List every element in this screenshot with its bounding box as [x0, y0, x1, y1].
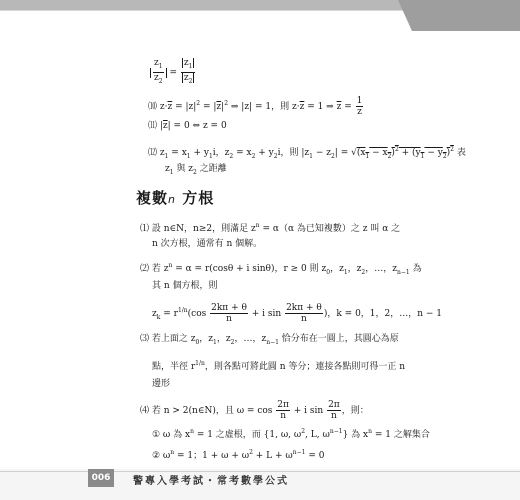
- formula-11: ⑾ $|\overline{z}| = 0$ ⇔ z = 0: [148, 121, 227, 131]
- formula-10: ⑽ $z\cdot\overline{z} = |z|^2 = |\overline{z}|^2$ ⇒ |z| = 1，則 $z\cdot\overline{z} = 1$ ⇒ $\overline{z}$ = $\frac{1}{z}$: [148, 96, 363, 117]
- para-4a: ⑷ 若 n > 2(n∈N)，且 ω = cos $\frac{2\pi}{n}$ + i sin $\frac{2\pi}{n}$ ，則：: [140, 400, 369, 421]
- formula-12: ⑿ $z_1 = x_1 + y_1i$，$z_2 = x_2 + y_2i$，則 $|z_1 - z_2| = √(x_1 - x_2)^2 + (y_1 - y_2)^2$ 表: [148, 146, 466, 160]
- para-4c: ② $\omega^n = 1$；$1 + \omega + \omega^2 + L + \omega^{n-1} = 0$: [152, 449, 325, 461]
- para-2a: ⑵ 若 $z^n = \alpha = r(\cos\theta + i$ sinθ)，r ≥ 0 則 $z_0$，$z_1$，$z_2$，…，$z_{n-1}$ 為: [140, 262, 422, 276]
- formula-modulus-quotient: $\frac{z_1}{z_2}$ = $\frac{z_1}{z_2}$: [150, 58, 196, 87]
- section-title: 複數: [136, 189, 169, 207]
- para-3c: 邊形: [152, 379, 171, 389]
- corner-tab: [412, 0, 520, 31]
- para-1b: n 次方根，通常有 n 個解。: [152, 239, 263, 249]
- formula-12-cont: $z_1$ 與 $z_2$ 之距離: [165, 164, 227, 176]
- para-2c: $z_k = r^{1/n}(\cos$ $\frac{2k\pi + \theta}{n}$ + i sin $\frac{2k\pi + \theta}{n}$ )，k = 0，1，2，…，n − 1: [152, 303, 443, 324]
- para-4b: ① ω 為 $x^n = 1$ 之虛根，而 {1, ω, $\omega^2$, L, $\omega^{n-1}$} 為 $x^n = 1$ 之解集合: [152, 428, 430, 440]
- para-3a: ⑶ 若上面之 $z_0$，$z_1$，$z_2$，…，$z_{n-1}$ 恰分布在一圓上，其圓心為原: [140, 334, 399, 346]
- page-number: 006: [88, 469, 114, 487]
- para-1a: ⑴ 設 n∈N，n≥2，則滿足 $z^n = \alpha(\alpha$ 為已知複數）之 z 叫 α 之: [140, 222, 401, 234]
- para-2b: 其 n 個方根，則: [152, 281, 218, 291]
- section-tail: 方根: [182, 189, 215, 207]
- section-n: n: [168, 193, 176, 206]
- para-3b: 點，半徑 $r^{1/n}$，則各點可將此圓 n 等分；連接各點則可得一正 n: [152, 360, 406, 372]
- section-heading: [136, 187, 214, 208]
- footer-title: 警專入學考試・常考數學公式: [133, 476, 289, 487]
